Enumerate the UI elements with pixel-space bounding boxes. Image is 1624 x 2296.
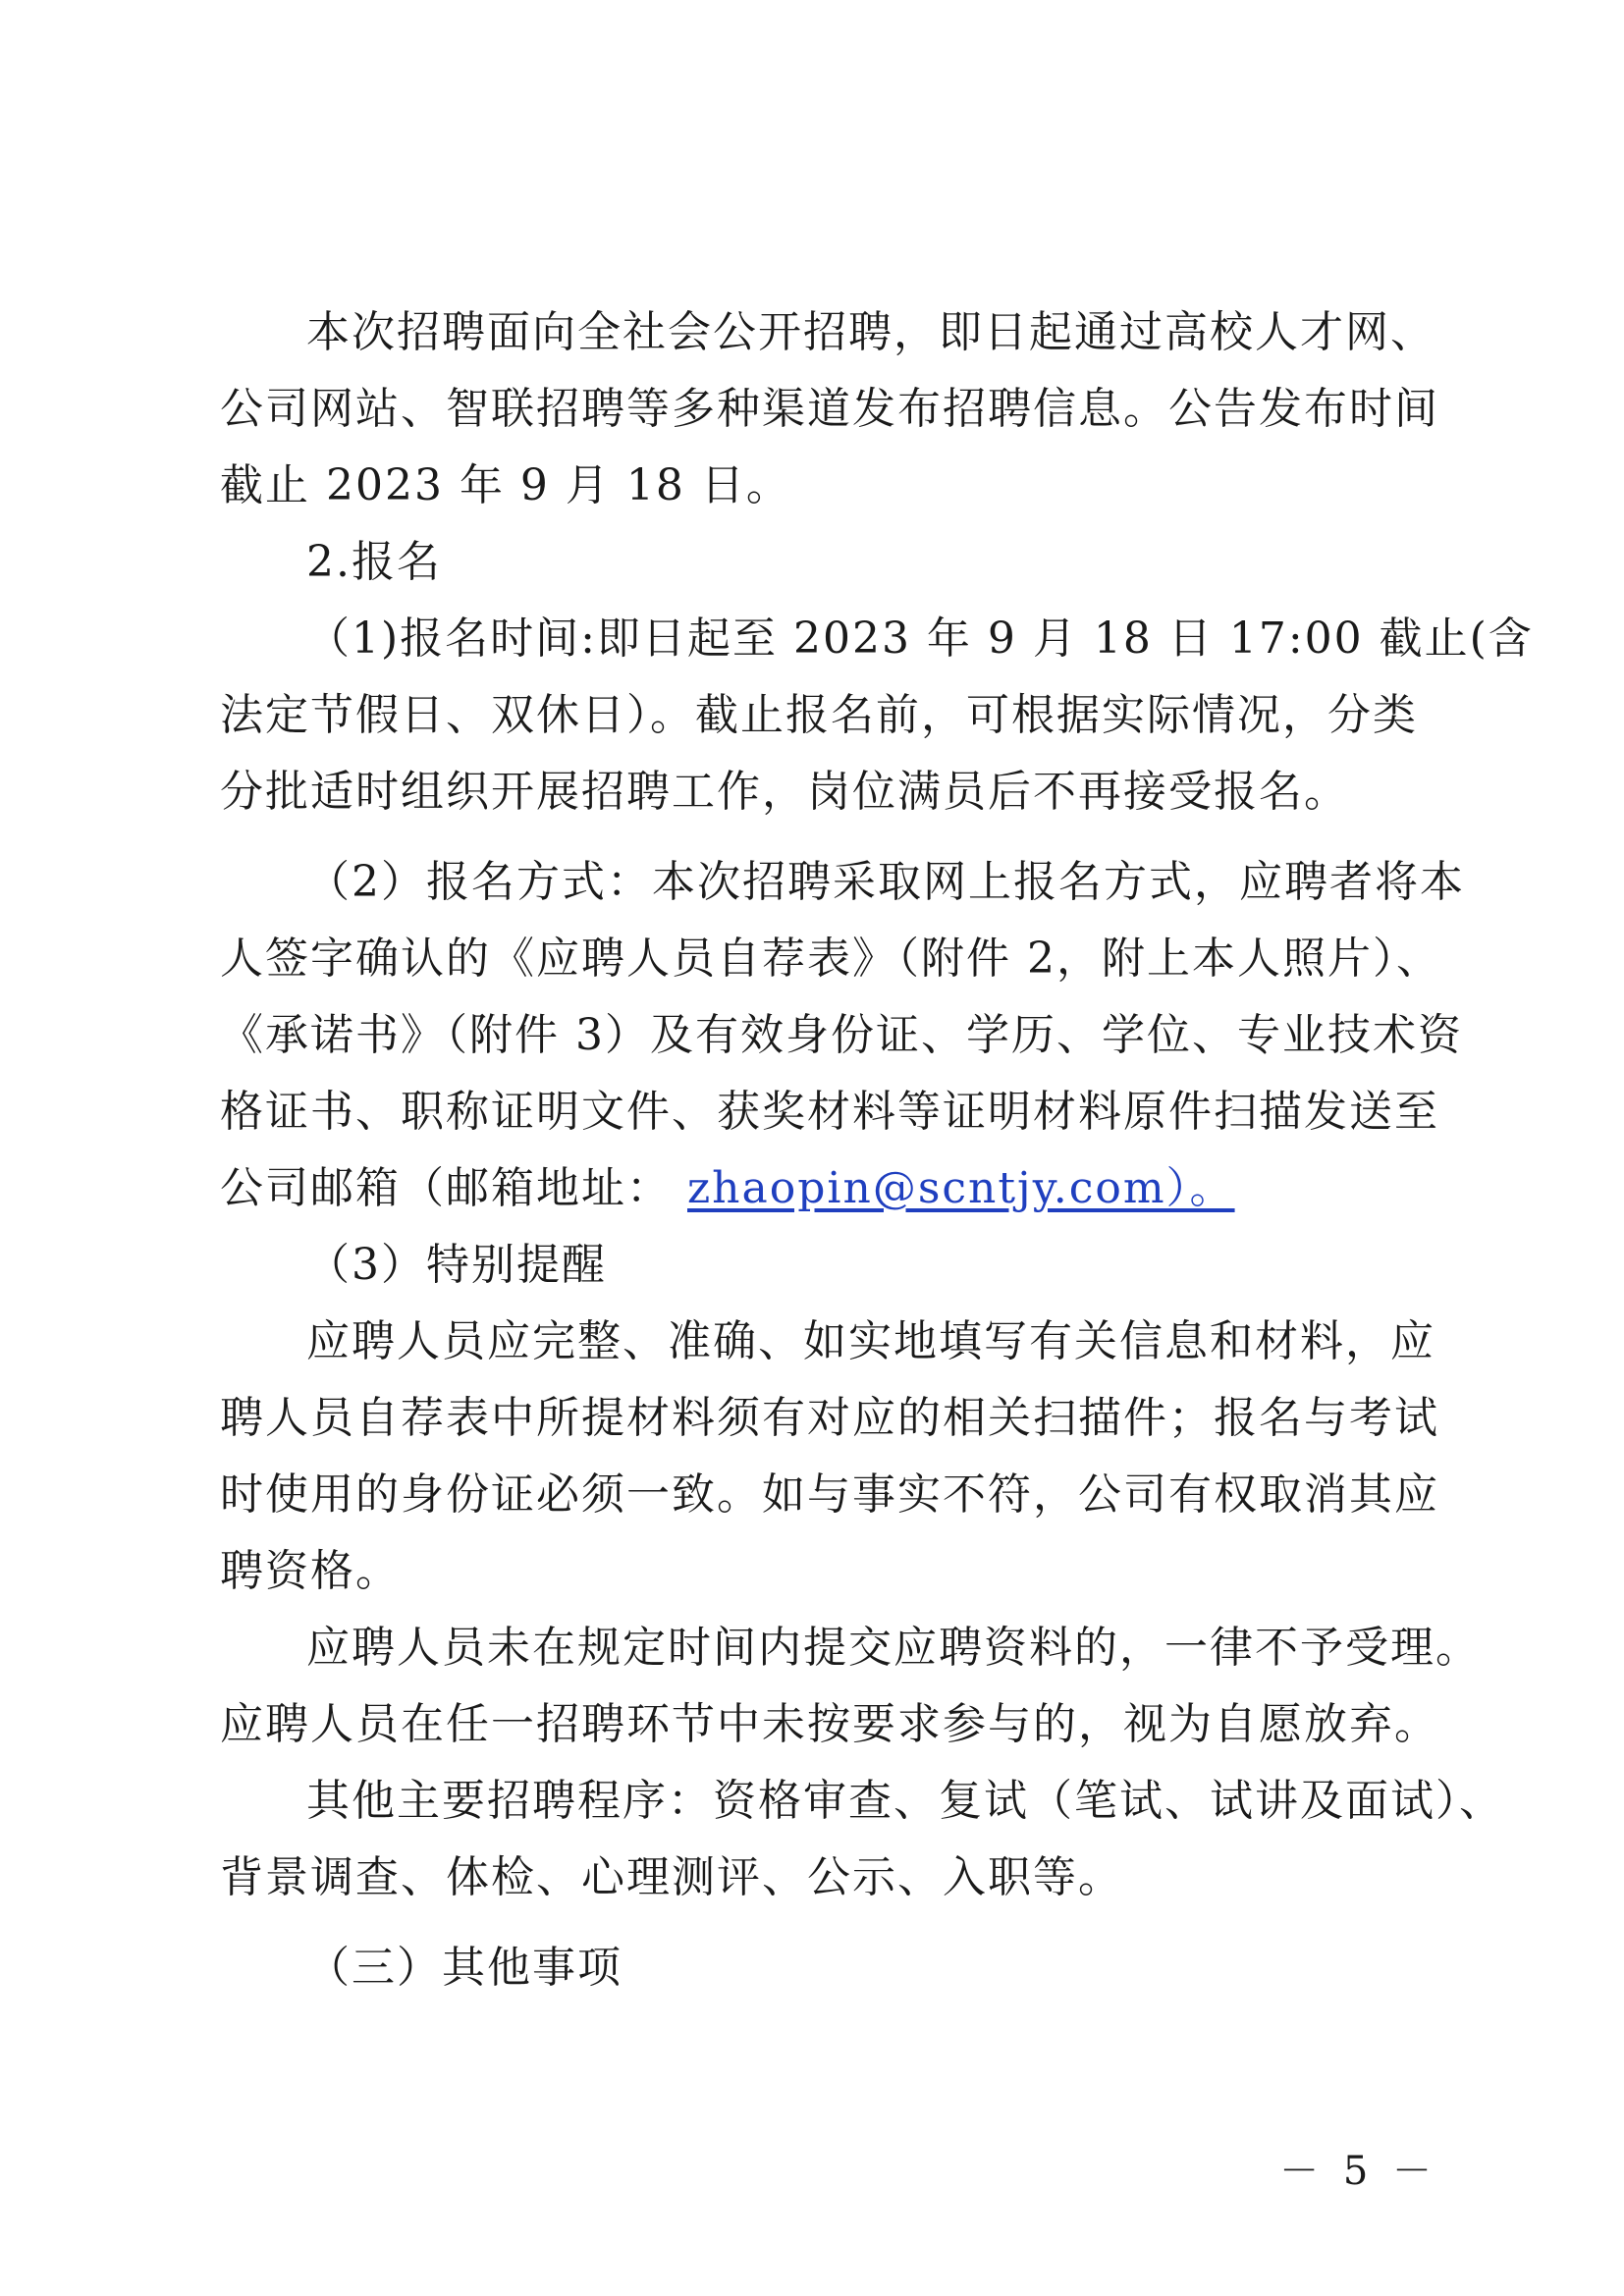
paragraph-line: 应聘人员未在规定时间内提交应聘资料的，一律不予受理。 — [306, 1623, 1481, 1673]
page-number: － 5 － — [1279, 2149, 1437, 2194]
document-body — [220, 294, 1534, 2006]
paragraph-line: （1)报名时间:即日起至 2023 年 9 月 18 日 17:00 截止(含 — [306, 614, 1534, 664]
email-label: 公司邮箱（邮箱地址： — [220, 1163, 672, 1213]
section-heading: 2.报名 — [306, 537, 442, 587]
paragraph-line: 法定节假日、双休日）。截止报名前，可根据实际情况，分类 — [220, 690, 1418, 740]
paragraph-line: 格证书、职称证明文件、获奖材料等证明材料原件扫描发送至 — [220, 1087, 1439, 1137]
paragraph-line: 背景调查、体检、心理测评、公示、入职等。 — [220, 1852, 1123, 1902]
paragraph-line: 聘人员自荐表中所提材料须有对应的相关扫描件；报名与考试 — [220, 1393, 1439, 1443]
paragraph-line: 应聘人员在任一招聘环节中未按要求参与的，视为自愿放弃。 — [220, 1699, 1439, 1749]
section-heading: （三）其他事项 — [306, 1943, 623, 1993]
email-link[interactable]: zhaopin@scntjy.com）。 — [687, 1163, 1235, 1213]
paragraph-line: 截止 2023 年 9 月 18 日。 — [220, 460, 791, 510]
paragraph-line: （2）报名方式：本次招聘采取网上报名方式，应聘者将本 — [306, 857, 1465, 907]
paragraph-line: 《承诺书》（附件 3）及有效身份证、学历、学位、专业技术资 — [220, 1010, 1463, 1060]
paragraph-line: 分批适时组织开展招聘工作，岗位满员后不再接受报名。 — [220, 767, 1349, 817]
paragraph-line: 人签字确认的《应聘人员自荐表》（附件 2，附上本人照片）、 — [220, 934, 1441, 984]
paragraph-line: 应聘人员应完整、准确、如实地填写有关信息和材料，应 — [306, 1316, 1435, 1366]
paragraph-line: 聘资格。 — [220, 1546, 401, 1596]
paragraph-line: 时使用的身份证必须一致。如与事实不符，公司有权取消其应 — [220, 1469, 1439, 1520]
paragraph-line: 其他主要招聘程序：资格审查、复试（笔试、试讲及面试）、 — [306, 1776, 1504, 1826]
paragraph-line — [220, 1150, 1414, 1227]
paragraph-line: 本次招聘面向全社会公开招聘，即日起通过高校人才网、 — [306, 307, 1435, 357]
paragraph-line: 公司网站、智联招聘等多种渠道发布招聘信息。公告发布时间 — [220, 384, 1439, 434]
subsection-heading: （3）特别提醒 — [306, 1240, 607, 1290]
